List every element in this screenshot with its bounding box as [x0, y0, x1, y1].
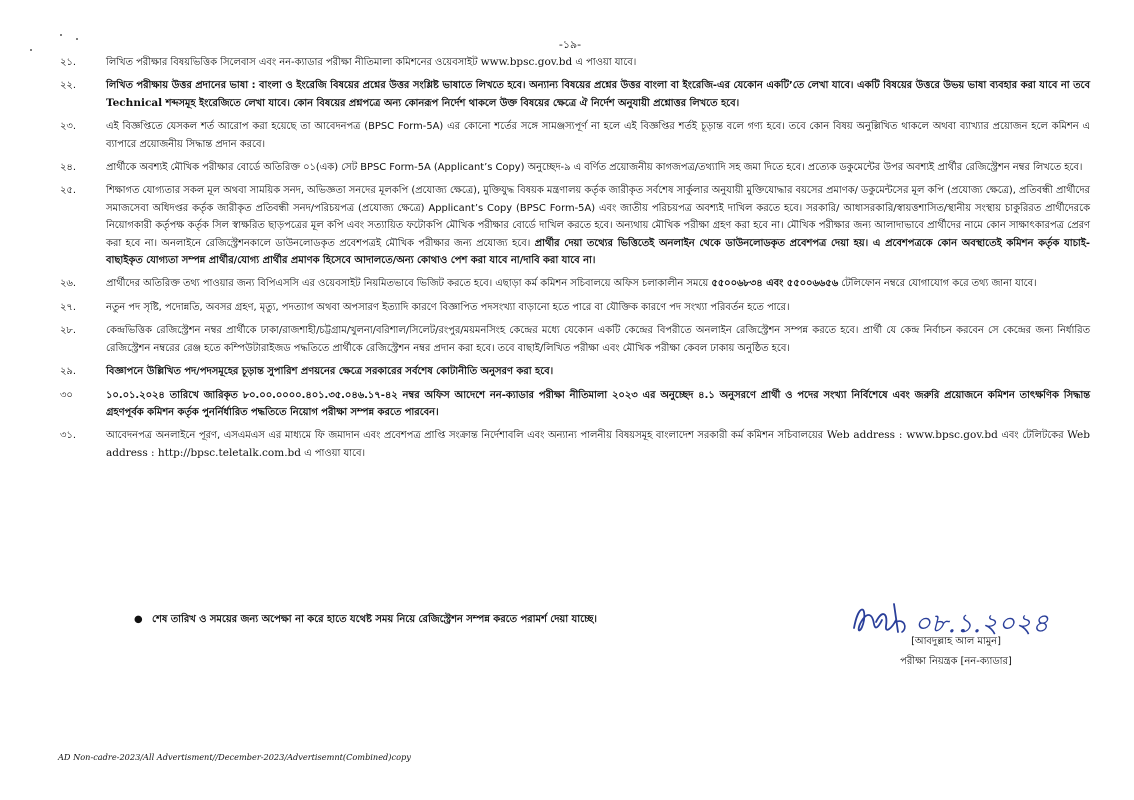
signer-title: পরীক্ষা নিয়ন্ত্রক [নন-ক্যাডার] — [900, 656, 1012, 667]
clause-item — [60, 182, 1090, 269]
clause-item — [60, 363, 1090, 380]
clause-number: ৩১. — [60, 430, 76, 442]
clause-text: প্রার্থীর দেয়া তথ্যের ভিত্তিতেই অনলাইন থেকে ডাউনলোডকৃত প্রবেশপত্র দেয়া হয়। এ প্রবেশপত্রকে কোন অবস্থাতেই কমিশন কর্তৃক যাচাই-বাছাইকৃত যোগ্যতা সম্পন্ন প্রার্থীর/যোগ্য প্রার্থীর প্রমাণক হিসেবে আদালতে/অন্য কোথাও পেশ করা যাবে না/দাবি করা যাবে না। — [106, 237, 1090, 267]
clause-number: ৩০ — [60, 389, 73, 401]
signature-date: ০৮.১.২০২৪ — [914, 609, 1049, 639]
scan-speck — [60, 34, 62, 36]
clause-number: ২৫. — [60, 185, 76, 197]
clause-text: প্রার্থীকে অবশ্যই মৌখিক পরীক্ষার বোর্ডে অতিরিক্ত ০১(এক) সেট BPSC Form-5A (Applicant’s Copy) অনুচ্ছেদ-৯ এ বর্ণিত প্রয়োজনীয় কাগজপত্র/তথ্যাদি সহ জমা দিতে হবে। প্রত্যেক ডকুমেন্টের উপর অবশ্যই প্রার্থীর রেজিস্ট্রেশন নম্বর লিখতে হবে। — [106, 162, 1083, 174]
signer-block — [856, 632, 1056, 672]
clause-list — [60, 54, 1090, 468]
clause-item — [60, 77, 1090, 112]
clause-number: ২৯. — [60, 366, 76, 378]
scan-speck — [76, 38, 78, 40]
clause-text: বিজ্ঞাপনে উল্লিখিত পদ/পদসমূহের চূড়ান্ত সুপারিশ প্রণয়নের ক্ষেত্রে সরকারের সর্বশেষ কোটানীতি অনুসরণ করা হবে। — [106, 366, 554, 378]
clause-number: ২৬. — [60, 278, 76, 290]
clause-text: ১০.০১.২০২৪ তারিখে জারিকৃত ৮০.০০.০০০০.৪০১.৩৫.০৪৬.১৭-৪২ নম্বর অফিস আদেশে নন-ক্যাডার পরীক্ষা নীতিমালা ২০২৩ এর অনুচ্ছেদ ৪.১ অনুসরণে প্রার্থী ও পদের সংখ্যা নির্বিশেষে এবং জরুরি প্রয়োজনে কমিশন তাৎক্ষণিক সিদ্ধান্ত গ্রহণপূর্বক কমিশন কর্তৃক পুনর্নির্ধারিত পদ্ধতিতে নিয়োগ পরীক্ষা সম্পন্ন করতে পারবেন। — [106, 389, 1090, 418]
clause-text: Technical — [106, 96, 163, 109]
page-number: -১৯- — [558, 38, 582, 51]
clause-number: ২৭. — [60, 301, 76, 313]
clause-item — [60, 54, 1090, 71]
clause-number: ২২. — [60, 80, 76, 92]
clause-text: শব্দসমূহ ইংরেজিতে লেখা যাবে। কোন বিষয়ের প্রশ্নপত্রে অন্য কোনরূপ নির্দেশ থাকলে উক্ত বিষয়ের ক্ষেত্রে ঐ নির্দেশ অনুযায়ী প্রশ্নোত্তর লিখতে হবে। — [162, 97, 740, 109]
clause-item — [60, 299, 1090, 316]
clause-text: এবং টেলিটকের — [997, 430, 1068, 442]
signer-name: [আবদুল্লাহ আল মামুন] — [911, 636, 1001, 647]
clause-text: Web address : www.bpsc.gov.bd — [826, 429, 998, 442]
clause-text: ৫৫০০৬৮৩৪ এবং ৫৫০০৬৬৫৬ — [711, 278, 839, 290]
clause-text: প্রার্থীদের অতিরিক্ত তথ্য পাওয়ার জন্য বিপিএসসি এর ওয়েবসাইট নিয়মিতভাবে ভিজিট করতে হবে। এছাড়া কর্ম কমিশন সচিবালয়ে অফিস চলাকালীন সময়ে — [106, 278, 712, 290]
clause-number: ২৪. — [60, 162, 76, 174]
clause-text: Web address : http://bpsc.teletalk.com.bd — [106, 429, 1090, 459]
clause-text: লিখিত পরীক্ষায় উত্তর প্রদানের ভাষা : বাংলা ও ইংরেজি বিষয়ের প্রশ্নের উত্তর সংশ্লিষ্ট ভাষাতে লিখতে হবে। অন্যান্য বিষয়ের প্রশ্নের উত্তর বাংলা বা ইংরেজি-এর যেকোন একটি’তে লেখা যাবে। একটি বিষয়ের উত্তরে উভয় ভাষা ব্যবহার করা যাবে না তবে — [106, 80, 1090, 92]
scan-speck — [30, 49, 32, 51]
clause-text: কেন্দ্রভিত্তিক রেজিস্ট্রেশন নম্বর প্রার্থীকে ঢাকা/রাজশাহী/চট্টগ্রাম/খুলনা/বরিশাল/সিলেট/রংপুর/ময়মনসিংহ কেন্দ্রের মধ্যে যেকোন একটি কেন্দ্রের বিপরীতে অনলাইন রেজিস্ট্রেশন সম্পন্ন করতে হবে। প্রার্থী যে কেন্দ্র নির্বাচন করবেন সে কেন্দ্রের জন্য নির্ধারিত রেজিস্ট্রেশন নম্বরের রেঞ্জ হতে কম্পিউটারাইজড পদ্ধতিতে প্রার্থীকে রেজিস্ট্রেশন নম্বর প্রদান করা হবে। তবে বাছাই/লিখিত পরীক্ষা এবং মৌখিক পরীক্ষা কেবল ঢাকায় অনুষ্ঠিত হবে। — [106, 325, 1090, 354]
clause-text: www.bpsc.gov.bd — [480, 56, 573, 68]
clause-number: ২৩. — [60, 121, 76, 133]
clause-item — [60, 322, 1090, 357]
clause-item — [60, 387, 1090, 422]
bullet-icon: ● — [134, 614, 143, 625]
clause-item — [60, 118, 1090, 153]
clause-number: ২৮. — [60, 325, 76, 337]
clause-text: এ পাওয়া যাবে। — [572, 57, 637, 68]
clause-text: টেলিফোন নম্বরে যোগাযোগ করে তথ্য জানা যাবে। — [838, 278, 1037, 290]
file-path-footer: AD Non-cadre-2023/All Advertisment//December-2023/Advertisemnt(Combined)copy — [58, 752, 411, 762]
clause-item — [60, 427, 1090, 462]
clause-text: শিক্ষাগত যোগ্যতার সকল মূল অথবা সাময়িক সনদ, অভিজ্ঞতা সনদের মূলকপি (প্রযোজ্য ক্ষেত্রে), মুক্তিযুদ্ধ বিষয়ক মন্ত্রণালয় কর্তৃক জারীকৃত সর্বশেষ সার্কুলার অনুযায়ী মুক্তিযোদ্ধার বয়সের প্রমাণক/ ডকুমেন্টসের মূল কপি (প্রযোজ্য ক্ষেত্রে), প্রতিবন্ধী প্রার্থীদের সমাজসেবা অধিদপ্তর কর্তৃক জারীকৃত প্রতিবন্ধী সনদ/পরিচয়পত্র (প্রযোজ্য ক্ষেত্রে) Applicant’s Copy (BPSC Form-5A) এবং জাতীয় পরিচয়পত্র অবশ্যই দাখিল করতে হবে। সরকারি/ আধাসরকারি/স্বায়ত্তশাসিত/স্থানীয় সংস্থায় চাকুরিরত প্রার্থীদেরকে নিয়োগকারী কর্তৃপক্ষ কর্তৃক সিল স্বাক্ষরিত ছাড়পত্রের মূল কপি এবং সত্যায়িত ফটোকপি মৌখিক পরীক্ষার বোর্ডে দাখিল করতে হবে। অন্যথায় মৌখিক পরীক্ষা গ্রহণ করা হবে না। মৌখিক পরীক্ষার জন্য আলাদাভাবে প্রার্থীদের নামে কোন সাক্ষাৎকারপত্র প্রেরণ করা হবে না। অনলাইনে রেজিস্ট্রেশনকালে ডাউনলোডকৃত প্রবেশপত্রই মৌখিক পরীক্ষার জন্য প্রযোজ্য হবে। — [106, 185, 1090, 249]
registration-notice — [134, 612, 597, 629]
clause-text: এই বিজ্ঞপ্তিতে যেসকল শর্ত আরোপ করা হয়েছে তা আবেদনপত্র (BPSC Form-5A) এর কোনো শর্তের সঙ্গে সামঞ্জস্যপূর্ণ না হলে এই বিজ্ঞপ্তির শর্তই চূড়ান্ত বলে গণ্য হবে। তবে কোন বিষয় অনুল্লিখিত থাকলে অথবা ব্যাখ্যার প্রয়োজন হলে কমিশন এ ব্যাপারে প্রয়োজনীয় সিদ্ধান্ত প্রদান করবে। — [106, 121, 1090, 150]
notice-text: শেষ তারিখ ও সময়ের জন্য অপেক্ষা না করে হাতে যথেষ্ট সময় নিয়ে রেজিস্ট্রেশন সম্পন্ন করতে পরামর্শ দেয়া যাচ্ছে। — [152, 614, 597, 625]
clause-text: লিখিত পরীক্ষার বিষয়ভিত্তিক সিলেবাস এবং নন-ক্যাডার পরীক্ষা নীতিমালা কমিশনের ওয়েবসাইট — [106, 57, 481, 68]
clause-number: ২১. — [60, 57, 76, 68]
clause-text: নতুন পদ সৃষ্টি, পদোন্নতি, অবসর গ্রহণ, মৃত্যু, পদত্যাগ অথবা অপসারণ ইত্যাদি কারণে বিজ্ঞাপিত পদসংখ্যা বাড়ানো হতে পারে বা যৌক্তিক কারণে পদ সংখ্যা পরিবর্তন হতে পারে। — [106, 301, 790, 313]
clause-text: আবেদনপত্র অনলাইনে পূরণ, এসএমএস এর মাধ্যমে ফি জমাদান এবং প্রবেশপত্র প্রাপ্তি সংক্রান্ত নির্দেশাবলি এবং অন্যান্য পালনীয় বিষয়সমূহ বাংলাদেশ সরকারী কর্ম কমিশন সচিবালয়ের — [106, 430, 827, 442]
clause-item — [60, 275, 1090, 292]
clause-text: এ পাওয়া যাবে। — [301, 447, 365, 459]
clause-item — [60, 159, 1090, 176]
